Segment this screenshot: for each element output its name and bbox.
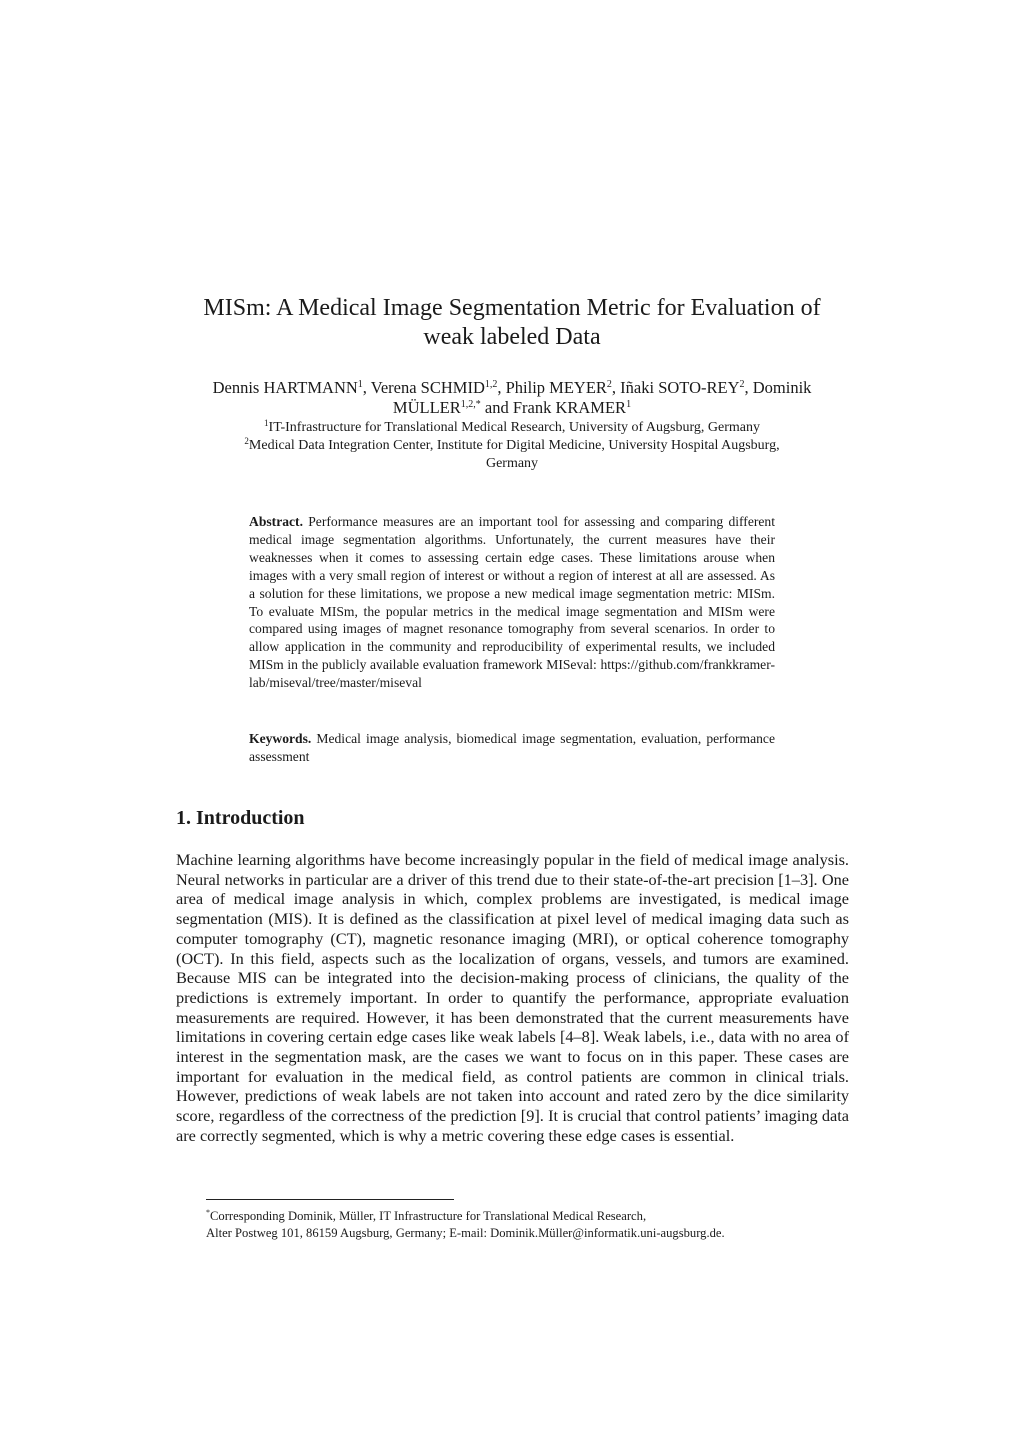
- affiliation-1: [170, 419, 854, 437]
- affiliation-text: Medical Data Integration Center, Institute for Digital Medicine, University Hospital Augsburg,: [248, 438, 780, 453]
- footnote-text-1: Corresponding Dominik, Müller, IT Infrastructure for Translational Medical Research,: [210, 1209, 647, 1223]
- keywords-label: Keywords.: [249, 731, 312, 746]
- affiliation-2: [170, 437, 854, 455]
- section-heading: [176, 805, 305, 831]
- section-number: 1.: [176, 807, 191, 829]
- author-name: Philip MEYER: [505, 378, 607, 397]
- affiliation-list: [170, 419, 854, 473]
- author-name: MÜLLER: [392, 398, 461, 417]
- affiliation-2-continued: Germany: [485, 456, 539, 471]
- author-name: Frank KRAMER: [512, 398, 627, 417]
- affiliation-mark: 1: [264, 418, 269, 428]
- abstract: [249, 513, 775, 692]
- paper-title: [160, 294, 864, 352]
- author-name: Dennis HARTMANN: [212, 378, 358, 397]
- section-title: Introduction: [196, 807, 305, 829]
- author-affiliation-mark: 1,2: [484, 379, 498, 390]
- author-name: Iñaki SOTO-REY: [620, 378, 740, 397]
- footnote-line-2: Alter Postweg 101, 86159 Augsburg, Germany; E-mail: Dominik.Müller@informatik.uni-augsburg.de.: [206, 1226, 725, 1240]
- keywords-text: Medical image analysis, biomedical image segmentation, evaluation, performance assessment: [249, 731, 776, 764]
- author-separator: , Dominik: [744, 378, 812, 397]
- author-affiliation-mark: 2: [606, 379, 612, 390]
- author-separator: ,: [362, 378, 371, 397]
- author-separator: ,: [611, 378, 621, 397]
- author-affiliation-mark: 1,2,*: [460, 399, 481, 410]
- author-affiliation-mark: 1: [626, 399, 632, 410]
- abstract-label: Abstract.: [249, 514, 303, 529]
- author-separator: and: [480, 398, 513, 417]
- introduction-paragraph: Machine learning algorithms have become increasingly popular in the field of medical image analysis. Neural networks in particular are a driver of this trend due to their state-of-the-art precision [1–3]. One area of medical image analysis in which, complex problems are investigated, is medical image segmentation (MIS). It is defined as the classification at pixel level of medical imaging data such as computer tomography (CT), magnetic resonance imaging (MRI), or optical coherence tomography (OCT). In this field, aspects such as the localization of organs, vessels, and tumors are examined. Because MIS can be integrated into the decision-making process of clinicians, the quality of the predictions is extremely important. In order to quantify the performance, appropriate evaluation measurements are required. However, it has been demonstrated that the current measurements have limitations in covering certain edge cases like weak labels [4–8]. Weak labels, i.e., data with no area of interest in the segmentation mask, are the cases we want to focus on in this paper. These cases are important for evaluation in the medical field, as control patients are common in clinical trials. However, predictions of weak labels are not taken into account and rated zero by the dice similarity score, regardless of the correctness of the prediction [9]. It is crucial that control patients’ imaging data are correctly segmented, which is why a metric covering these edge cases is essential.: [176, 850, 849, 1145]
- footnote-divider: [206, 1199, 454, 1200]
- paper-title-line-1: MISm: A Medical Image Segmentation Metric for Evaluation of: [203, 295, 821, 321]
- author-list: [170, 378, 854, 418]
- affiliation-mark: 2: [244, 436, 249, 446]
- author-affiliation-mark: 1: [357, 379, 363, 390]
- abstract-text: Performance measures are an important tool for assessing and comparing different medical image segmentation algorithms. Unfortunately, the current measures have their weaknesses when it comes to assessing certain edge cases. These limitations arouse when images with a very small region of interest or without a region of interest at all are assessed. As a solution for these limitations, we propose a new medical image segmentation metric: MISm. To evaluate MISm, the popular metrics in the medical image segmentation and MISm were compared using images of magnet resonance tomography from several scenarios. In order to allow application in the community and reproducibility of experimental results, we included MISm in the publicly available evaluation framework MISeval: https://github.com/frankkramer-lab/miseval/tree/master/miseval: [249, 514, 775, 691]
- author-separator: ,: [497, 378, 506, 397]
- author-line-1: [170, 378, 854, 398]
- author-affiliation-mark: 2: [739, 379, 745, 390]
- paper-title-line-2: weak labeled Data: [423, 324, 601, 350]
- author-name: Verena SCHMID: [370, 378, 485, 397]
- affiliation-text: IT-Infrastructure for Translational Medical Research, University of Augsburg, Germany: [268, 420, 760, 435]
- author-line-2: [170, 398, 854, 418]
- footnote: [206, 1208, 826, 1242]
- keywords: [249, 730, 775, 766]
- footnote-line-1: [206, 1208, 826, 1225]
- footnote-mark: *: [206, 1208, 210, 1217]
